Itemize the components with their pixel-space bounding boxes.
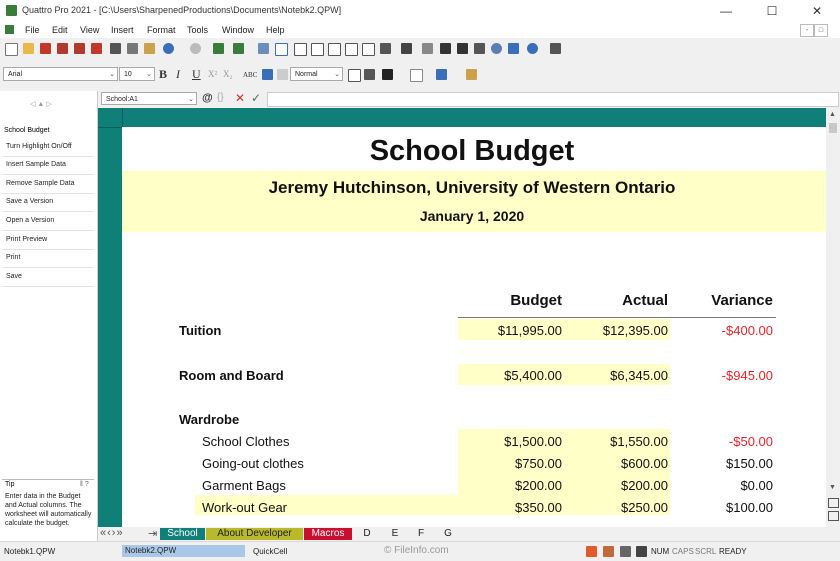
menu-bar <box>0 22 840 38</box>
budget-cell[interactable]: $5,400.00 <box>504 368 562 383</box>
actual-cell[interactable]: $250.00 <box>621 500 668 515</box>
actual-cell[interactable]: $200.00 <box>621 478 668 493</box>
budget-cell[interactable]: $1,500.00 <box>504 434 562 449</box>
row-label[interactable]: Going-out clothes <box>202 456 304 471</box>
sheet-tabs <box>98 527 840 540</box>
shadow-icon[interactable] <box>262 69 273 80</box>
variance-cell[interactable]: $150.00 <box>726 456 773 471</box>
cell-reference-box[interactable]: School:A1 ⌄ <box>101 92 197 105</box>
address-bar <box>0 91 840 107</box>
undo-icon[interactable] <box>163 43 174 54</box>
function-icon[interactable] <box>380 43 391 54</box>
minimize-button[interactable]: — <box>720 4 732 18</box>
sort-icon[interactable] <box>422 43 433 54</box>
main-toolbar <box>0 39 840 61</box>
expert-item-open-version[interactable]: Open a Version <box>6 217 55 224</box>
style-select[interactable]: Normal ⌄ <box>290 67 343 81</box>
split-icon[interactable] <box>828 498 839 508</box>
sum-icon[interactable] <box>401 43 412 54</box>
status-icon-1[interactable] <box>586 546 597 557</box>
variance-cell[interactable]: -$945.00 <box>721 368 773 383</box>
line-spacing-icon[interactable] <box>364 69 375 80</box>
row-label[interactable]: Room and Board <box>179 368 284 383</box>
expert-item-print-preview[interactable]: Print Preview <box>6 236 48 243</box>
row-label[interactable]: Work-out Gear <box>202 500 288 515</box>
insert-row-icon[interactable] <box>294 43 307 56</box>
header-underline <box>458 317 776 318</box>
tab-about-developer[interactable]: About Developer <box>206 528 303 540</box>
expert-item-highlight[interactable]: Turn Highlight On/Off <box>6 143 72 150</box>
tab-last-icon[interactable]: ⇥ <box>148 528 158 540</box>
status-icon-2[interactable] <box>603 546 614 557</box>
budget-cell[interactable]: $350.00 <box>515 500 562 515</box>
tab-d[interactable]: D <box>363 528 371 539</box>
navigate-icon[interactable] <box>527 43 538 54</box>
menu-format[interactable]: Format <box>147 25 176 35</box>
sheet-subtitle: Jeremy Hutchinson, University of Western Ontario <box>268 178 676 197</box>
row-label[interactable]: Garment Bags <box>202 478 286 493</box>
chevron-down-icon: ⌄ <box>334 71 340 78</box>
title-bar <box>0 0 840 22</box>
at-function-button[interactable]: @ <box>202 92 213 104</box>
actual-cell[interactable]: $12,395.00 <box>602 323 668 338</box>
bold-button[interactable]: B <box>159 67 168 81</box>
row-label[interactable]: Wardrobe <box>179 412 240 427</box>
budget-cell[interactable]: $11,995.00 <box>497 323 562 338</box>
row-label[interactable]: Tuition <box>179 323 222 338</box>
strikeout-button[interactable]: ABC <box>243 71 258 79</box>
variance-cell[interactable]: $100.00 <box>726 500 773 515</box>
format-toolbar <box>0 64 840 86</box>
watermark: © FileInfo.com <box>384 545 449 556</box>
spreadsheet-area[interactable] <box>98 108 826 527</box>
mdi-minimize-button[interactable]: - <box>800 24 814 37</box>
tip-label: Tip <box>5 481 15 488</box>
menu-tools[interactable]: Tools <box>187 25 209 35</box>
tip-options-icon[interactable]: ‖ ? <box>80 481 89 488</box>
copy-icon[interactable] <box>127 43 138 54</box>
expert-nav-icons[interactable]: ◁ ▲ ▷ <box>30 101 52 108</box>
spellcheck-icon[interactable] <box>213 43 224 54</box>
perfect-expert-panel <box>0 91 98 541</box>
quickcell-button[interactable]: QuickCell <box>253 547 288 556</box>
expert-item-insert-sample[interactable]: Insert Sample Data <box>6 161 66 168</box>
select-all-corner[interactable] <box>98 108 123 128</box>
underline-button[interactable]: U <box>192 67 201 81</box>
mode-indicator: READY <box>719 547 747 556</box>
caps-indicator: CAPS <box>672 547 694 556</box>
budget-cell[interactable]: $750.00 <box>515 456 562 471</box>
delete-column-icon[interactable] <box>345 43 358 56</box>
tip-text: Enter data in the Budget and Actual columns. The worksheet will automatically calculate the budget. <box>5 493 92 527</box>
tab-school[interactable]: School <box>160 528 205 540</box>
delete-row-icon[interactable] <box>328 43 341 56</box>
status-file2[interactable]: Notebk2.QPW <box>122 545 245 557</box>
maximize-button[interactable]: ☐ <box>766 4 778 18</box>
cancel-icon[interactable]: ✕ <box>235 91 246 105</box>
scroll-thumb[interactable] <box>829 123 837 133</box>
menu-view[interactable]: View <box>80 25 100 35</box>
cut-icon[interactable] <box>110 43 121 54</box>
status-icon-3[interactable] <box>620 546 631 557</box>
print-preview-icon[interactable] <box>74 43 85 54</box>
sheet-title: School Budget <box>369 135 575 167</box>
expert-item-save[interactable]: Save <box>6 273 22 280</box>
mdi-restore-button[interactable]: □ <box>814 24 828 37</box>
save-icon[interactable] <box>40 43 51 54</box>
publish-icon[interactable] <box>91 43 102 54</box>
scroll-down-icon[interactable]: ▼ <box>829 484 836 491</box>
variance-cell[interactable]: -$50.00 <box>728 434 773 449</box>
menu-edit[interactable]: Edit <box>52 25 68 35</box>
chevron-down-icon: ⌄ <box>188 96 194 103</box>
insert-chart-icon[interactable] <box>233 43 244 54</box>
open-icon[interactable] <box>23 43 34 54</box>
tab-e[interactable]: E <box>391 528 399 539</box>
scrl-indicator: SCRL <box>695 547 717 556</box>
chevron-down-icon: ⌄ <box>109 71 115 78</box>
row-label[interactable]: School Clothes <box>202 434 290 449</box>
document-icon[interactable] <box>5 25 14 34</box>
border-icon[interactable] <box>410 69 423 82</box>
italic-button[interactable]: I <box>176 67 180 81</box>
actual-cell[interactable]: $1,550.00 <box>610 434 668 449</box>
text-box-icon[interactable] <box>275 43 288 56</box>
tab-f[interactable]: F <box>417 528 425 539</box>
vertical-scrollbar[interactable] <box>826 108 840 527</box>
pen-icon[interactable] <box>636 546 647 557</box>
close-button[interactable]: ✕ <box>811 4 823 18</box>
tab-g[interactable]: G <box>444 528 452 539</box>
insert-column-icon[interactable] <box>311 43 324 56</box>
sheet-date: January 1, 2020 <box>419 208 525 224</box>
tab-macros[interactable]: Macros <box>304 528 352 540</box>
tab-scroll-icons[interactable]: «‹›» <box>100 527 124 539</box>
variance-cell[interactable]: -$400.00 <box>721 323 773 338</box>
app-icon[interactable] <box>6 5 17 16</box>
freeze-icon[interactable] <box>457 43 468 54</box>
font-size-select[interactable]: 10 ⌄ <box>119 67 155 81</box>
formula-input[interactable] <box>267 92 839 107</box>
insert-image-icon[interactable] <box>258 43 269 54</box>
pane-icon[interactable] <box>828 511 839 521</box>
window-title: Quattro Pro 2021 - [C:\Users\SharpenedProductions\Documents\Notebk2.QPW] <box>22 5 342 15</box>
expert-item-remove-sample[interactable]: Remove Sample Data <box>6 180 75 187</box>
subscript-button[interactable]: X₂ <box>223 69 233 79</box>
align-icon[interactable] <box>348 69 361 82</box>
redo-icon[interactable] <box>190 43 201 54</box>
header-variance: Variance <box>711 292 773 309</box>
num-indicator: NUM <box>651 547 670 556</box>
braces-icon[interactable]: {} <box>217 92 224 103</box>
menu-insert[interactable]: Insert <box>111 25 134 35</box>
actual-cell[interactable]: $6,345.00 <box>610 368 668 383</box>
fit-icon[interactable] <box>362 43 375 56</box>
status-file1[interactable]: Notebk1.QPW <box>4 547 56 556</box>
fill-color-icon[interactable] <box>382 69 393 80</box>
table-icon[interactable] <box>440 43 451 54</box>
wrap-icon[interactable] <box>277 69 288 80</box>
header-budget: Budget <box>510 292 562 309</box>
superscript-button[interactable]: X² <box>208 69 218 79</box>
menu-help[interactable]: Help <box>266 25 285 35</box>
expert-item-print[interactable]: Print <box>6 254 21 261</box>
grid-icon[interactable] <box>474 43 485 54</box>
chevron-down-icon: ⌄ <box>146 71 152 78</box>
budget-cell[interactable]: $200.00 <box>515 478 562 493</box>
actual-cell[interactable]: $600.00 <box>621 456 668 471</box>
expert-item-save-version[interactable]: Save a Version <box>6 198 54 205</box>
format-painter-icon[interactable] <box>466 69 477 80</box>
status-bar <box>0 541 840 561</box>
font-select[interactable]: Arial ⌄ <box>3 67 118 81</box>
confirm-icon[interactable]: ✓ <box>251 91 262 105</box>
zoom-icon[interactable] <box>491 43 502 54</box>
sheet-page <box>122 127 826 527</box>
variance-cell[interactable]: $0.00 <box>740 478 773 493</box>
experts-icon[interactable] <box>550 43 561 54</box>
new-icon[interactable] <box>5 43 18 56</box>
scroll-up-icon[interactable]: ▲ <box>829 111 836 118</box>
menu-window[interactable]: Window <box>222 25 255 35</box>
header-actual: Actual <box>622 292 668 309</box>
text-color-icon[interactable] <box>436 69 447 80</box>
expert-heading: School Budget <box>4 127 50 134</box>
paste-icon[interactable] <box>144 43 155 54</box>
snap-icon[interactable] <box>508 43 519 54</box>
menu-file[interactable]: File <box>25 25 40 35</box>
print-icon[interactable] <box>57 43 68 54</box>
